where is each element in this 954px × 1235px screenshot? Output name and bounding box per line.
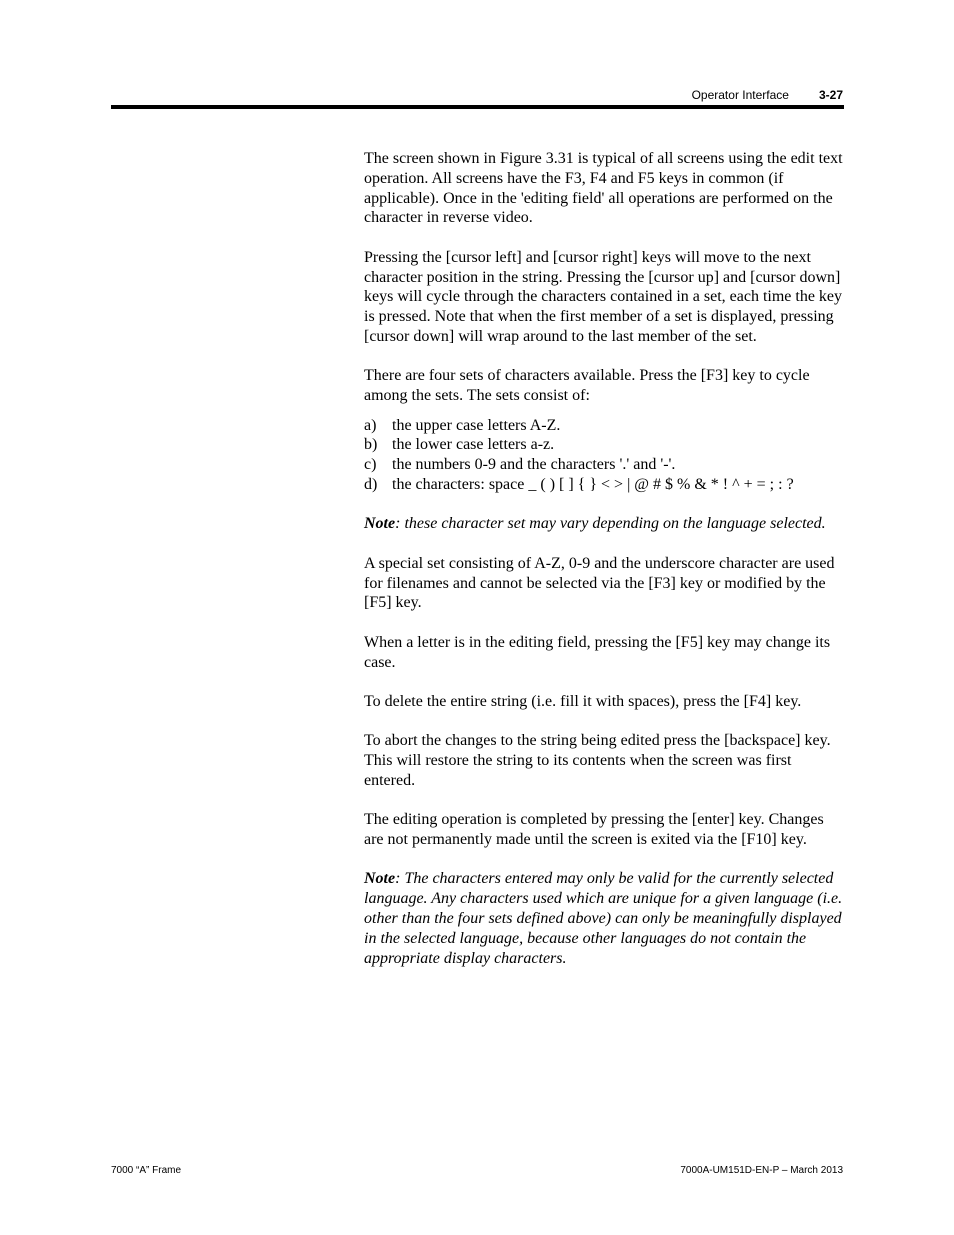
paragraph-complete-editing: The editing operation is completed by pressing the [enter] key. Changes are not permanently made until the screen is exited via the [F10] key. [364, 811, 824, 849]
footer-publication: 7000A-UM151D-EN-P – March 2013 [680, 1165, 843, 1176]
footer-product: 7000 “A” Frame [111, 1165, 182, 1176]
list-item [364, 416, 844, 436]
list-item [364, 435, 844, 455]
list-text: the numbers 0-9 and the characters '.' and '-'. [392, 456, 676, 474]
body-content [364, 149, 844, 988]
note-lead: Note [364, 870, 396, 888]
character-set-list [364, 416, 844, 495]
list-text: the characters: space _ ( ) [ ] { } < > | @ # $ % & * ! ^ + = ; : ? [392, 475, 794, 493]
note-lead: Note [364, 515, 396, 533]
note-language-sets [364, 514, 844, 534]
page-header [692, 88, 843, 102]
paragraph-character-sets: There are four sets of characters available. Press the [F3] key to cycle among the sets. The sets consist of: [364, 367, 810, 405]
note-text: : The characters entered may only be valid for the currently selected language. Any characters used which are unique for a given language (i.e. other than the four sets defined above) can only be meaningfully displayed in the selected language, because other languages do not contain the appropriate display characters. [364, 870, 843, 967]
list-marker: c) [364, 456, 377, 474]
note-text: : these character set may vary depending on the language selected. [395, 515, 826, 533]
list-item [364, 455, 844, 475]
paragraph-change-case: When a letter is in the editing field, pressing the [F5] key may change its case. [364, 633, 831, 671]
section-title: Operator Interface [691, 88, 789, 102]
paragraph-delete-string: To delete the entire string (i.e. fill it with spaces), press the [F4] key. [364, 692, 802, 710]
note-language-characters [364, 869, 844, 968]
list-marker: a) [364, 416, 377, 434]
list-text: the lower case letters a-z. [392, 436, 555, 454]
header-rule [111, 105, 844, 109]
paragraph-cursor-keys: Pressing the [cursor left] and [cursor right] keys will move to the next character position in the string. Pressing the [cursor up] and [cursor down] keys will cycle through the characters contained in a set, each time the key is pressed. Note that when the first member of a set is displayed, pressing [cursor down] will wrap around to the last member of the set. [364, 248, 843, 345]
list-marker: d) [364, 475, 378, 493]
paragraph-abort-changes: To abort the changes to the string being edited press the [backspace] key. This will restore the string to its contents when the screen was first entered. [364, 732, 831, 789]
page-number: 3-27 [818, 88, 843, 102]
paragraph-filenames: A special set consisting of A-Z, 0-9 and the underscore character are used for filenames and cannot be selected via the [F3] key or modified by the [F5] key. [364, 554, 835, 612]
list-item [364, 475, 844, 495]
paragraph-intro: The screen shown in Figure 3.31 is typical of all screens using the edit text operation. All screens have the F3, F4 and F5 keys in common (if applicable). Once in the 'editing field' all operations are performed on the character in reverse video. [364, 150, 843, 227]
list-text: the upper case letters A-Z. [392, 416, 561, 434]
list-marker: b) [364, 436, 378, 454]
